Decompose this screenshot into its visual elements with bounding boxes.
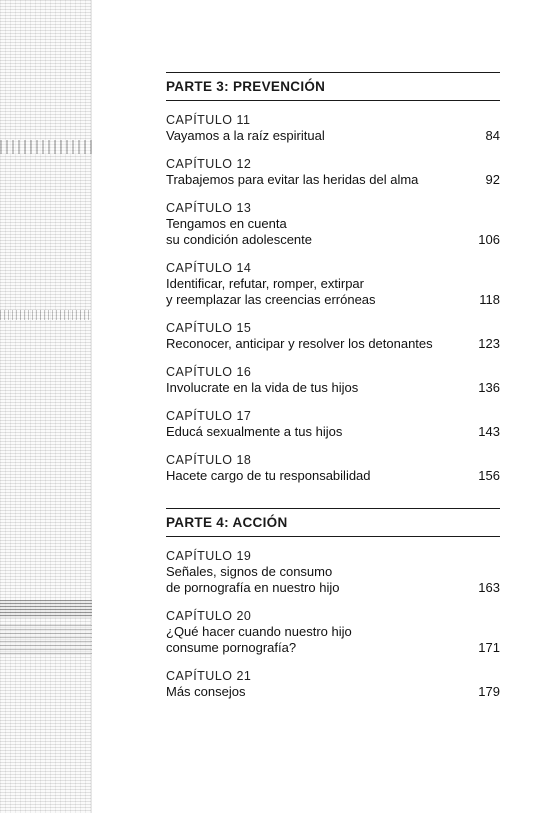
chapter-title: Más consejos — [166, 684, 246, 699]
chapter-title: Identificar, refutar, romper, extirpar y reemplazar las creencias erróneas — [166, 276, 376, 307]
table-of-contents — [166, 72, 500, 713]
page-number: 171 — [478, 640, 500, 655]
chapter-title: Hacete cargo de tu responsabilidad — [166, 468, 371, 483]
page-number: 143 — [478, 424, 500, 439]
chapter-label: CAPÍTULO 14 — [166, 261, 252, 275]
toc-entry[interactable] — [166, 201, 500, 248]
chapter-label: CAPÍTULO 19 — [166, 549, 252, 563]
page-number: 123 — [478, 336, 500, 351]
toc-entry[interactable] — [166, 113, 500, 144]
chapter-label: CAPÍTULO 18 — [166, 453, 252, 467]
chapter-label: CAPÍTULO 17 — [166, 409, 252, 423]
toc-entry[interactable] — [166, 453, 500, 484]
chapter-title: Tengamos en cuenta su condición adolescente — [166, 216, 312, 247]
page-number: 163 — [478, 580, 500, 595]
chapter-label: CAPÍTULO 21 — [166, 669, 252, 683]
chapter-label: CAPÍTULO 15 — [166, 321, 252, 335]
page-number: 179 — [478, 684, 500, 699]
part-4-section — [166, 508, 500, 700]
strip-texture-band — [0, 140, 92, 154]
part-bottom-rule — [166, 100, 500, 101]
toc-entry[interactable] — [166, 669, 500, 700]
chapter-title: Involucrate en la vida de tus hijos — [166, 380, 359, 395]
part-heading: PARTE 3: PREVENCIÓN — [166, 79, 326, 94]
chapter-label: CAPÍTULO 20 — [166, 609, 252, 623]
chapter-label: CAPÍTULO 16 — [166, 365, 252, 379]
strip-texture-band — [0, 600, 92, 618]
page-number: 84 — [485, 128, 500, 143]
chapter-label: CAPÍTULO 12 — [166, 157, 252, 171]
toc-entry[interactable] — [166, 549, 500, 596]
page-number: 136 — [478, 380, 500, 395]
page-number: 156 — [478, 468, 500, 483]
part-heading: PARTE 4: ACCIÓN — [166, 515, 288, 530]
part-bottom-rule — [166, 536, 500, 537]
chapter-title: Vayamos a la raíz espiritual — [166, 128, 325, 143]
chapter-title: Señales, signos de consumo de pornografía en nuestro hijo — [166, 564, 340, 595]
decorative-margin-strip — [0, 0, 92, 813]
page-number: 106 — [478, 232, 500, 247]
chapter-title: Reconocer, anticipar y resolver los detonantes — [166, 336, 433, 351]
chapter-title: ¿Qué hacer cuando nuestro hijo consume pornografía? — [166, 624, 352, 655]
page-number: 118 — [479, 292, 500, 307]
chapter-label: CAPÍTULO 13 — [166, 201, 252, 215]
strip-texture-band — [0, 625, 92, 655]
chapter-title: Trabajemos para evitar las heridas del alma — [166, 172, 419, 187]
toc-entry[interactable] — [166, 261, 500, 308]
toc-entry[interactable] — [166, 321, 500, 352]
toc-entry[interactable] — [166, 409, 500, 440]
toc-entry[interactable] — [166, 365, 500, 396]
strip-texture-band — [0, 310, 92, 320]
chapter-label: CAPÍTULO 11 — [166, 113, 251, 127]
part-3-section — [166, 72, 500, 484]
page-number: 92 — [485, 172, 500, 187]
toc-entry[interactable] — [166, 157, 500, 188]
chapter-title: Educá sexualmente a tus hijos — [166, 424, 343, 439]
toc-entry[interactable] — [166, 609, 500, 656]
